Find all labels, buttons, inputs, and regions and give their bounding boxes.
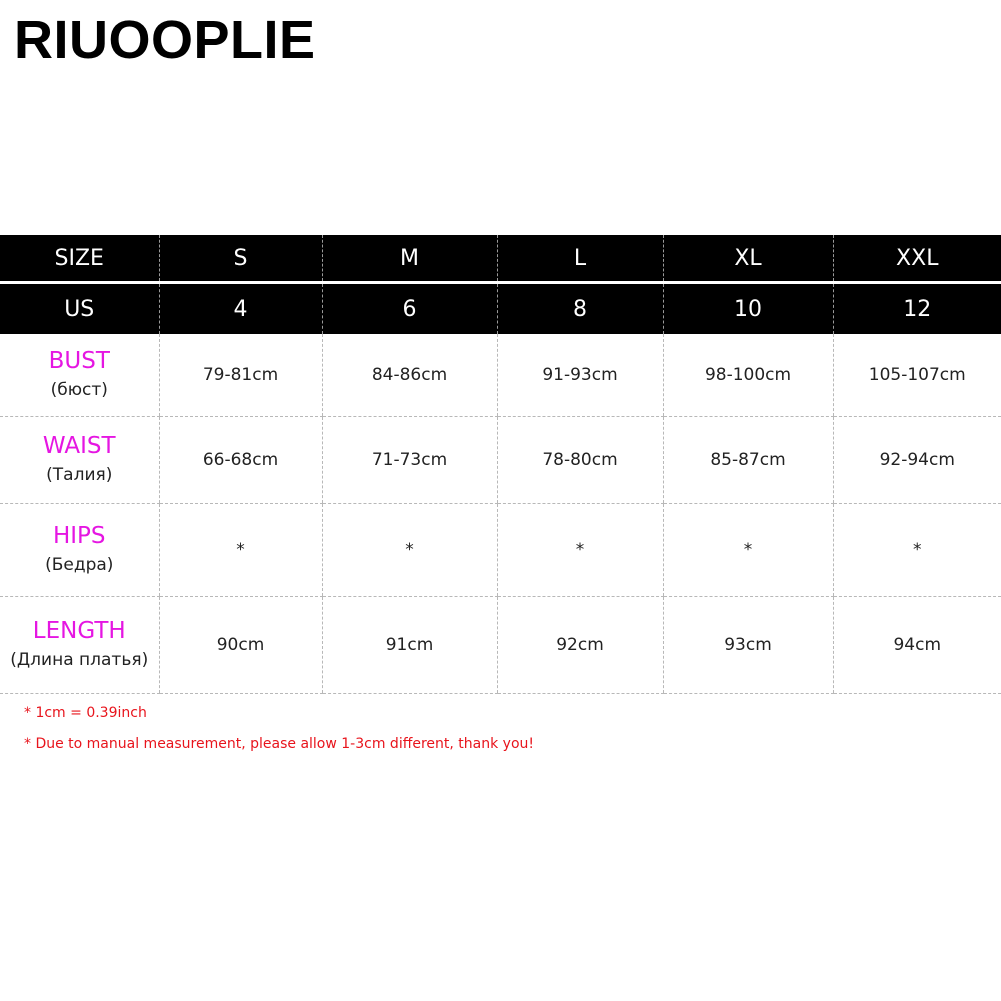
table-cell: 78-80cm xyxy=(497,417,663,504)
table-row-length xyxy=(0,597,1001,694)
table-cell: 94cm xyxy=(833,597,1001,694)
table-cell: 98-100cm xyxy=(663,334,833,417)
table-cell: 92-94cm xyxy=(833,417,1001,504)
us-header-cell: 12 xyxy=(833,283,1001,335)
row-label-cell xyxy=(0,504,159,597)
table-cell: * xyxy=(159,504,322,597)
table-row-bust xyxy=(0,334,1001,417)
row-label: WAIST xyxy=(42,433,116,459)
measurement-note: * Due to manual measurement, please allow 1-3cm different, thank you! xyxy=(24,736,534,752)
us-header-cell: 10 xyxy=(663,283,833,335)
size-header-row xyxy=(0,235,1001,283)
row-label: LENGTH xyxy=(32,618,126,644)
row-label-translation: (бюст) xyxy=(50,380,108,400)
table-cell: 79-81cm xyxy=(159,334,322,417)
row-label-translation: (Длина платья) xyxy=(10,650,149,670)
table-cell: 85-87cm xyxy=(663,417,833,504)
row-label-cell xyxy=(0,334,159,417)
conversion-note: * 1cm = 0.39inch xyxy=(24,705,147,721)
size-header-cell: XL xyxy=(663,235,833,283)
us-header-cell: 6 xyxy=(322,283,497,335)
size-header-cell: XXL xyxy=(833,235,1001,283)
table-cell: * xyxy=(497,504,663,597)
brand-title: RIUOOPLIE xyxy=(14,10,316,70)
us-size-header-row xyxy=(0,283,1001,335)
table-cell: 91-93cm xyxy=(497,334,663,417)
size-header-label: SIZE xyxy=(0,235,159,283)
table-cell: * xyxy=(833,504,1001,597)
row-label-cell xyxy=(0,597,159,694)
us-header-cell: 4 xyxy=(159,283,322,335)
table-cell: 105-107cm xyxy=(833,334,1001,417)
table-cell: 90cm xyxy=(159,597,322,694)
table-cell: 71-73cm xyxy=(322,417,497,504)
table-cell: * xyxy=(663,504,833,597)
size-header-cell: M xyxy=(322,235,497,283)
table-cell: 93cm xyxy=(663,597,833,694)
row-label: HIPS xyxy=(52,523,106,549)
us-header-cell: 8 xyxy=(497,283,663,335)
row-label-cell xyxy=(0,417,159,504)
row-label-translation: (Бедра) xyxy=(45,555,114,575)
size-header-cell: L xyxy=(497,235,663,283)
table-row-waist xyxy=(0,417,1001,504)
table-cell: 92cm xyxy=(497,597,663,694)
us-header-label: US xyxy=(0,283,159,335)
table-cell: * xyxy=(322,504,497,597)
row-label: BUST xyxy=(48,348,110,374)
table-cell: 84-86cm xyxy=(322,334,497,417)
table-cell: 91cm xyxy=(322,597,497,694)
table-cell: 66-68cm xyxy=(159,417,322,504)
size-chart-table xyxy=(0,235,1001,694)
row-label-translation: (Талия) xyxy=(46,465,113,485)
size-header-cell: S xyxy=(159,235,322,283)
table-row-hips xyxy=(0,504,1001,597)
